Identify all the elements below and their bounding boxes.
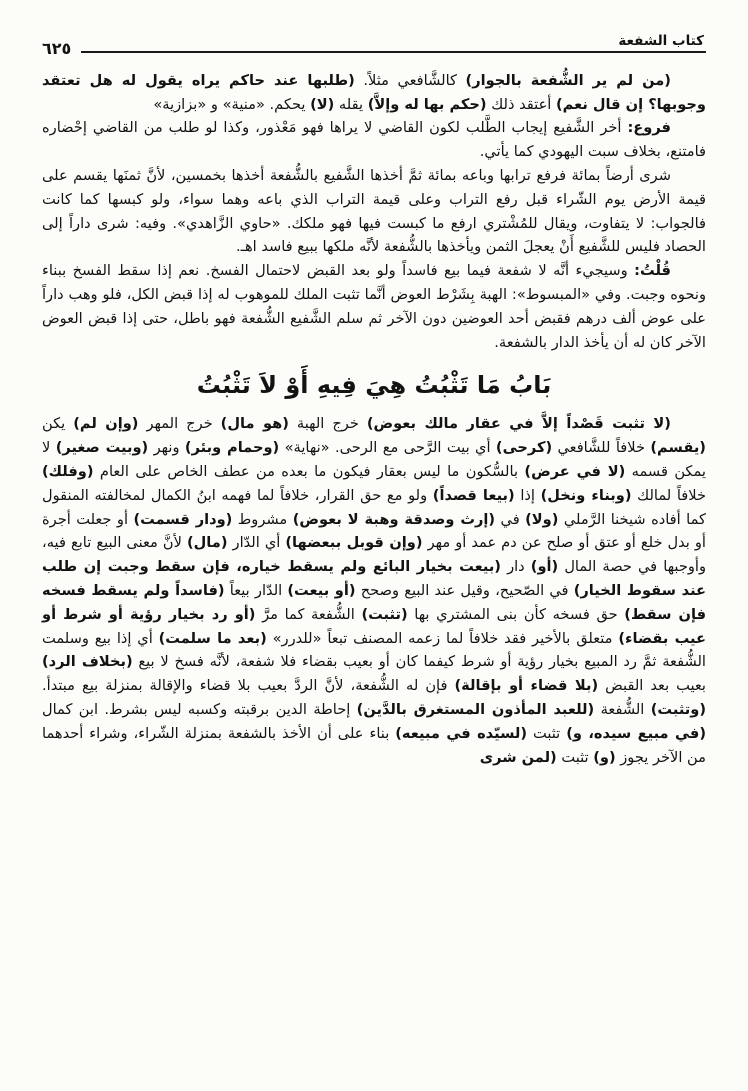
sharh-run: شرى أرضاً بمائة فرفع ترابها وباعه بمائة ثمَّ أخذها الشَّفيع بالشُّفعة أخذها بخمسين، لأنَّ ثمنَها يقسم على قيمة الأرض يوم الشّراء قبل رفع التراب وعلى قيمة التراب الذي باعه وهما سواء، ولو كبسها كما كانت فالجواب: لا يتفاوت، ويقال للمُشْتري ارفع ما كبست فيها فهو ملكك. «حاوي الزَّاهدي». وفيه: شرى داراً إلى الحصاد فليس للشَّفيع أَنْ يعجلَ الثمن ويأخذها بالشُّفعة لأنَّه ملكها ببيع فاسد اهـ. [42,167,706,256]
sharh-run: بناء على أن الأخذ بالشفعة بمنزلة الشّراء، وشراء أحدهما من الآخر يجوز [42,724,706,766]
sharh-run: أي الدّار [227,534,286,552]
matn-run: (أو بيعت) [287,581,356,599]
sharh-run: أي بيت الرَّحى مع الرحى. «نهاية» [279,439,496,457]
sharh-run: خرج الهبة [288,415,367,433]
sharh-run: أخر الشَّفيع إيجاب الطَّلب لكون القاضي لا يراها فهو مَعْذور، وكذا لو طلب من القاضي إحْضاره فامتنع، بخلاف سبت اليهودي كما يأتي. [42,119,706,161]
matn-run: (من لم ير الشُّفعة بالجوار) [465,71,671,89]
sharh-run: الشُّفعة كما مرَّ [255,605,362,623]
matn-run: (وإن قوبل ببعضها) [285,534,423,552]
page-body [42,69,706,770]
sharh-run: تثبت [556,748,594,766]
matn-run: (وبيت صغير) [55,439,149,457]
paragraph [42,69,706,117]
sharh-run: خلافاً للشَّافعي [552,439,651,457]
matn-run: قُلْتُ: [634,262,671,280]
sharh-run: كالشَّافعي مثلاً. [354,71,466,89]
matn-run: (لمن شرى [479,748,557,766]
sharh-run: تثبت [527,724,567,742]
matn-run: (وتثبت) [650,700,707,718]
matn-run: (بخلاف الرد) [42,653,133,671]
paragraph [42,412,706,769]
sharh-run: الدّار بيعاً [224,581,288,599]
matn-run: (هو مال) [220,415,289,433]
sharh-run: يحكم. «منية» و «بزازية» [153,95,311,113]
matn-run: (حكم بها له وإلاَّ) [367,95,487,113]
paragraph [42,259,706,354]
sharh-run: لا يمكن قسمه [42,439,706,480]
matn-run: (كرحى) [495,439,553,457]
header-rule [81,50,608,53]
sharh-run: بعيب بعد القبض [598,677,706,695]
matn-run: (لا) [310,95,335,113]
sharh-run: ولو مع حق القرار، خلافاً لما فهمه ابنُ الكمال لمخالفته المنقول كما أفاده شيخنا الرَّملي [42,486,706,528]
matn-run: (فاسداً ولم يسقط فسخه فإن سقط) [42,581,706,623]
chapter-title: كتاب الشفعة [608,34,706,53]
matn-run: (بلا قضاء أو بإقالة) [454,677,599,695]
matn-run: (إرث وصدقة وهبة لا بعوض) [292,510,496,528]
sharh-run: مشروط [232,510,293,528]
matn-run: (لا في عرض) [524,463,626,480]
matn-run: (تثبت) [361,605,408,623]
sharh-run: دار [500,558,531,576]
matn-run: (ولا) [525,510,559,528]
matn-run: (بيعت بخيار البائع ولم يسقط خياره، فإن سقط وجبت إن طلب عند سقوط الخيار) [42,558,706,599]
sharh-run: الشُّفعة [594,700,651,718]
sharh-run: أعتقد ذلك [486,95,556,113]
matn-run: (مال) [186,534,228,552]
sharh-run: خلافاً لمالك [631,486,707,504]
matn-run: (بعد ما سلمت) [158,629,267,647]
sharh-run: في الصّحيح، وقيل عند البيع وصحح [355,581,574,599]
matn-run: (وبناء ونخل) [540,486,632,504]
sharh-run: في [495,510,526,528]
sharh-run: إذا [514,486,541,504]
running-head [42,33,706,58]
matn-run: (وحمام وبئر) [184,439,280,457]
sharh-run: بالسُّكون ما ليس بعقار فيكون ما بعده من عطف الخاص على العام [93,463,525,480]
matn-run: (بيعا قصداً) [432,486,515,504]
sharh-run: ونهر [148,439,185,457]
sharh-run: أي إذا بيع وسلمت الشُّفعة ثمَّ رد المبيع بخيار رؤية أو شرط كيفما كان أو بعيب بقضاء فلا شفعة، لأنَّه فسخ لا بيع [42,629,706,671]
matn-run: (لسيّده في مبيعه) [395,724,528,742]
matn-run: (وإن لم) [73,415,139,433]
matn-run: (لا تثبت قَصْداً إلاَّ في عقار مالك بعوض) [366,415,671,433]
sharh-run: متعلق بالأخير فقد خلافاً لما زعمه المصنف تبعاً «للدرر» [266,629,619,647]
matn-run: (و) [593,748,616,766]
matn-run: (ودار قسمت) [133,510,233,528]
matn-run: (للعبد المأذون المستغرق بالدَّين) [356,700,595,718]
sharh-run: وسيجيء أنَّه لا شفعة فيما بيع فاسداً ولو بعد القبض لاحتمال الفسخ. نعم إذا سقط الفسخ ببناء ونحوه وجبت. وفي «المبسوط»: الهبة بِشَرْط العوض أنَّما تثبت الملك للموهوب له إذا قبض الكل، فلو وهب داراً على عوض ألف درهم فقبض أحد العوضين دون الآخر ثم سلم الشَّفيع الشُّفعة فهو باطل، حتى إذا قبض العوض الآخر كان له أن يأخذ الدار بالشفعة. [42,262,706,351]
sharh-run: فإن له الشُّفعة، لأنَّ الردَّ بعيب بلا قضاء والإقالة بمنزلة بيع مبتدأ. [42,677,455,695]
paragraph [42,116,706,164]
sharh-run: يقله [334,95,368,113]
matn-run: (أو رد بخيار رؤية أو شرط أو عيب بقضاء) [42,605,706,647]
sharh-run: خرج المهر [138,415,221,433]
sharh-run: إحاطة الدين برقبته وكسبه ليس بشرط. ابن كمال [42,700,357,718]
sharh-run: لأنَّ معنى البيع تابع فيه، وأوجبها في حصة المال [42,534,706,576]
paragraph [42,164,706,259]
matn-run: فروع: [627,119,671,137]
section-heading: بَابُ مَا تَثْبُتُ هِيَ فِيهِ أَوْ لاَ تَثْبُتُ [196,371,552,400]
matn-run: (وفلك) [42,463,94,480]
matn-run: (يقسم) [650,439,706,457]
page-number: ٦٢٥ [42,38,72,58]
matn-run: (في مبيع سيده، و) [566,724,706,742]
matn-run: (طلبها عند حاكم يراه يقول له هل تعتقد وجوبها؟ إن قال نعم) [42,71,706,113]
sharh-run: يكن [42,415,74,433]
sharh-run: أو جعلت أجرة أو بدل خلع أو عتق أو صلح عن دم عمد أو مهر [42,510,706,552]
sharh-run: حق فسخه كأن بنى المشتري بها [407,605,625,623]
matn-run: (أو) [530,558,559,576]
